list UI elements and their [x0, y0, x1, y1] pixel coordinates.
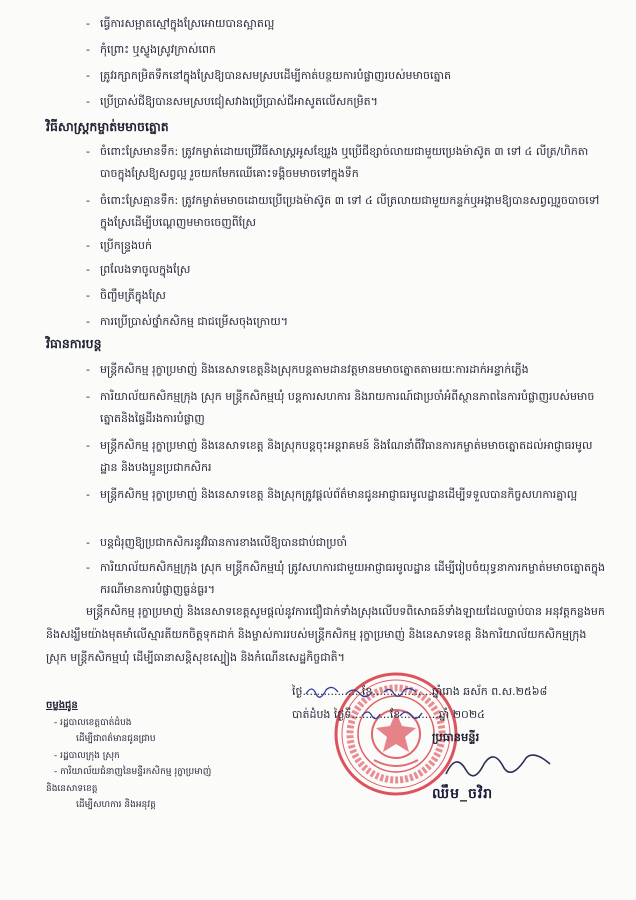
- copy-to-heading: ចម្លងជូន: [46, 700, 78, 711]
- list-item: - ការិយាល័យកសិកម្មក្រុង ស្រុក មន្ត្រីកសិកម្មឃុំ បន្តការសហការ និងរាយការណ៍ជាប្រចាំអំពីស្ថានភាពនៃការបំផ្លាញរបស់មមាចត្នោតនិងផ្ទៃដីរងការបំផ្លាញ: [86, 386, 606, 430]
- handwritten-date-entries: [300, 680, 440, 726]
- copy-to-line: - ការិយាល័យជំនាញនៃមន្ទីរកសិកម្ម រុក្ខាប្រមាញ់: [54, 767, 212, 777]
- signature: [440, 750, 560, 784]
- list-item: - ប្រើប្រាស់ជីឱ្យបានសមស្របជៀសវាងប្រើប្រាស់ជីអាសូតលើសកម្រិត។: [86, 91, 606, 113]
- copy-to-line: - រដ្ឋបាលក្រុង ស្រុក: [54, 750, 120, 761]
- list-item: - បន្តជំរុញឱ្យប្រជាកសិករនូវវិធានការខាងលើឱ្យបានជាប់ជាប្រចាំ: [86, 532, 606, 554]
- list-item: - កុំព្រោះ ឬស្ទូងស្រូវក្រាស់ពេក: [86, 39, 606, 61]
- list-item: - ព្រលែងទាចូលក្នុងស្រែ: [86, 259, 606, 281]
- copy-to-line: - រដ្ឋបាលខេត្តបាត់ដំបង: [54, 717, 132, 728]
- section-heading-methods: វិធីសាស្ត្រកម្ចាត់មមាចត្នោត: [46, 119, 169, 134]
- signatory-title: ប្រធានមន្ទីរ: [432, 730, 480, 744]
- list-item: - ត្រូវរក្សាកម្រិតទឹកនៅក្នុងស្រែឱ្យបានសមស្របដើម្បីកាត់បន្ថយការបំផ្លាញរបស់មមាចត្នោត: [86, 65, 606, 87]
- solar-date: បាត់ដំបង ថ្ងៃទី...........ខែ...........ឆ្នាំ ២០២៤: [292, 708, 485, 721]
- list-item: - ការប្រើប្រាស់ថ្នាំកសិកម្ម ជាជម្រើសចុងក្រោយ។: [86, 311, 606, 333]
- list-item: - មន្ត្រីកសិកម្ម រុក្ខាប្រមាញ់ និងនេសាទខេត្តនិងស្រុកបន្តតាមដានវត្តមានមមាចត្នោតតាមរយៈការដាក់អន្ទាក់ភ្លើង: [86, 359, 606, 381]
- list-item: - មន្ត្រីកសិកម្ម រុក្ខាប្រមាញ់ និងនេសាទខេត្ត និងស្រុកបន្តចុះអន្តរាគមន៍ និងណែនាំពីវិធានការកម្ចាត់មមាចត្នោតដល់អាជ្ញាធរមូលដ្ឋាន និងបងប្អូនប្រជាកសិករ: [86, 435, 606, 479]
- list-item: - មន្ត្រីកសិកម្ម រុក្ខាប្រមាញ់ និងនេសាទខេត្ត និងស្រុកត្រូវផ្តល់ព័ត៌មានជូនអាជ្ញាធរមូលដ្ឋានដើម្បីទទួលបានកិច្ចសហការគ្នាល្អ: [86, 484, 606, 506]
- copy-to-block: [46, 698, 286, 814]
- list-item: - ប្រើកន្ទ្រងបក់: [86, 235, 606, 257]
- closing-paragraph: មន្ត្រីកសិកម្ម រុក្ខាប្រមាញ់ និងនេសាទខេត្តសូមផ្តល់នូវការជឿជាក់ទាំងស្រុងលើបទពិសោធន៍ទាំងឡាយដែលធ្លាប់បាន អនុវត្តកន្លងមក និងសង្ឃឹមយ៉ាងមុតមាំលើស្មារតីយកចិត្តទុកដាក់ និងម្ចាស់ការរបស់មន្ត្រីកសិកម្ម រុក្ខាប្រមាញ់ និងនេសាទខេត្ត និងការិយាល័យកសិកម្មក្រុង ស្រុក មន្ត្រីកសិកម្មឃុំ ដើម្បីធានាសន្តិសុខស្បៀង និងកំណើនសេដ្ឋកិច្ចជាតិ។: [46, 605, 605, 664]
- list-item: - ការិយាល័យកសិកម្មក្រុង ស្រុក មន្ត្រីកសិកម្មឃុំ ត្រូវសហការជាមួយអាជ្ញាធរមូលដ្ឋាន ដើម្បីរៀបចំយុទ្ធនាការកម្ចាត់មមាចត្នោតក្នុងករណីមានការបំផ្លាញធ្ងន់ធ្ងរ។: [86, 557, 606, 601]
- copy-to-line: ដើម្បីសហការ និងអនុវត្ត: [76, 800, 156, 810]
- section-heading-followup: វិធានការបន្ត: [46, 336, 102, 351]
- list-item: - ចំពោះស្រែគ្មានទឹក: ត្រូវកម្ចាត់មមាចដោយប្រើប្រេងម៉ាស៊ូត ៣ ទៅ ៤ លីត្រលាយជាមួយកន្ទក់ឬអង្កាមឱ្យបានសព្វល្អរួចបាចទៅក្នុងស្រែដើម្បីបណ្តេញមមាចចេញពីស្រែ: [86, 190, 606, 234]
- list-item: - ចិញ្ចឹមត្រីក្នុងស្រែ: [86, 285, 606, 307]
- list-item: - ចំពោះស្រែមានទឹក: ត្រូវកម្ចាត់ដោយប្រើវិធីសាស្ត្រអូសខ្សែរួង ឬប្រើជីខ្សាច់លាយជាមួយប្រេងម៉ាស៊ូត ៣ ទៅ ៤ លីត្រ/ហិកតា បាចក្នុងស្រែឱ្យសព្វល្អ រួចយកមែកឈើគោះទង្គិចមមាចទៅក្នុងទឹក: [86, 141, 606, 185]
- lunar-date: ថ្ងៃ.................ខែ.................ឆ្នាំរោង ឆស័ក ព.ស.២៥៦៨: [292, 685, 548, 698]
- copy-to-line: ដើម្បីជាពត៌មានជូនជ្រាប: [76, 734, 156, 744]
- list-item: - ធ្វើការសម្អាតស្មៅក្នុងស្រែអោយបានស្អាតល្អ: [86, 13, 606, 35]
- signatory-name: ឈឹម_ចវិរា: [432, 786, 494, 802]
- copy-to-line: និងនេសាទខេត្ត: [46, 783, 98, 794]
